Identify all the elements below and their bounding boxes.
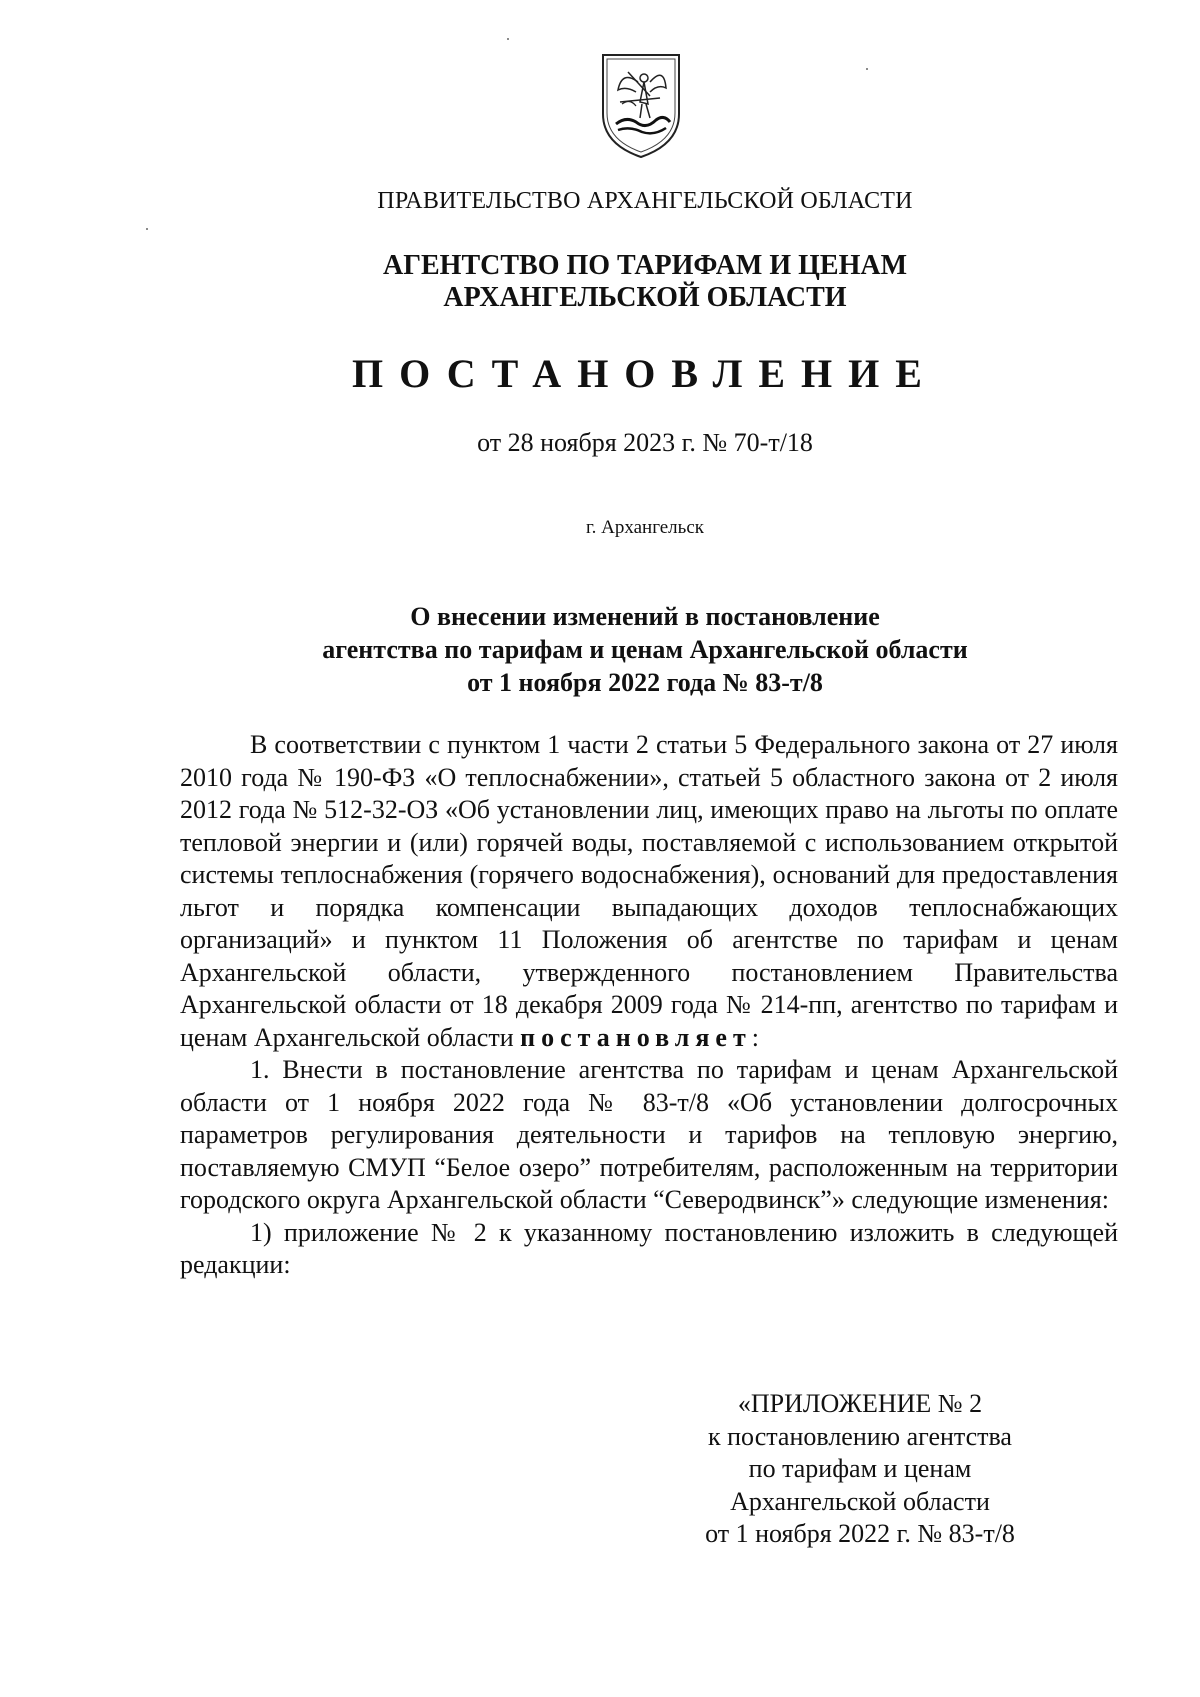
document-city: г. Архангельск (585, 517, 704, 538)
scan-speck (507, 38, 509, 40)
agency-name-line-1: АГЕНТСТВО ПО ТАРИФАМ И ЦЕНАМ (382, 250, 908, 281)
appendix-line-5: от 1 ноября 2022 г. № 83-т/8 (705, 1519, 1015, 1548)
agency-name-line-2: АРХАНГЕЛЬСКОЙ ОБЛАСТИ (443, 282, 847, 313)
resolves-word: постановляет (520, 1022, 752, 1052)
subject-line-3: от 1 ноября 2022 года № 83-т/8 (467, 668, 823, 697)
document-type-title: ПОСТАНОВЛЕНИЕ (352, 351, 938, 396)
government-name: ПРАВИТЕЛЬСТВО АРХАНГЕЛЬСКОЙ ОБЛАСТИ (377, 188, 913, 214)
resolves-colon: : (751, 1022, 759, 1052)
appendix-line-3: по тарифам и ценам (748, 1454, 972, 1483)
coat-of-arms-icon (600, 52, 682, 160)
appendix-header (690, 1388, 1030, 1551)
document-subject (0, 600, 1200, 699)
scan-speck (146, 228, 148, 230)
document-body (180, 729, 1118, 1282)
appendix-line-4: Архангельской области (730, 1486, 990, 1516)
document-date-number: от 28 ноября 2023 г. № 70-т/18 (477, 428, 813, 457)
scan-speck (866, 68, 868, 70)
item-1-1-paragraph: 1) приложение № 2 к указанному постановлению изложить в следующей редакции: (180, 1217, 1118, 1279)
preamble-paragraph (180, 729, 1118, 1054)
subject-line-2: агентства по тарифам и ценам Архангельской области (322, 635, 968, 664)
preamble-text: В соответствии с пунктом 1 части 2 статьи 5 Федерального закона от 27 июля 2010 года № 190-ФЗ «О теплоснабжении», статьей 5 областного закона от 2 июля 2012 года № 512-32-ОЗ «Об установлении лиц, имеющих право на льготы по оплате тепловой энергии и (или) горячей воды, поставляемой с использованием открытой системы теплоснабжения (горячего водоснабжения), оснований для предоставления льгот и порядка компенсации выпадающих доходов теплоснабжающих организаций» и пунктом 11 Положения об агентстве по тарифам и ценам Архангельской области, утвержденного постановлением Правительства Архангельской области от 18 декабря 2009 года № 214-пп, агентство по тарифам и ценам Архангельской области (180, 730, 1118, 1052)
agency-name (0, 250, 1200, 314)
appendix-line-1: «ПРИЛОЖЕНИЕ № 2 (737, 1389, 983, 1418)
item-1-paragraph: 1. Внести в постановление агентства по тарифам и ценам Архангельской области от 1 ноября 2022 года № 83-т/8 «Об установлении долгосрочных параметров регулирования деятельности и тарифов на тепловую энергию, поставляемую СМУП “Белое озеро” потребителям, расположенным на территории городского округа Архангельской области “Северодвинск”» следующие изменения: (180, 1055, 1118, 1214)
appendix-line-2: к постановлению агентства (708, 1421, 1012, 1451)
subject-line-1: О внесении изменений в постановление (410, 602, 880, 631)
